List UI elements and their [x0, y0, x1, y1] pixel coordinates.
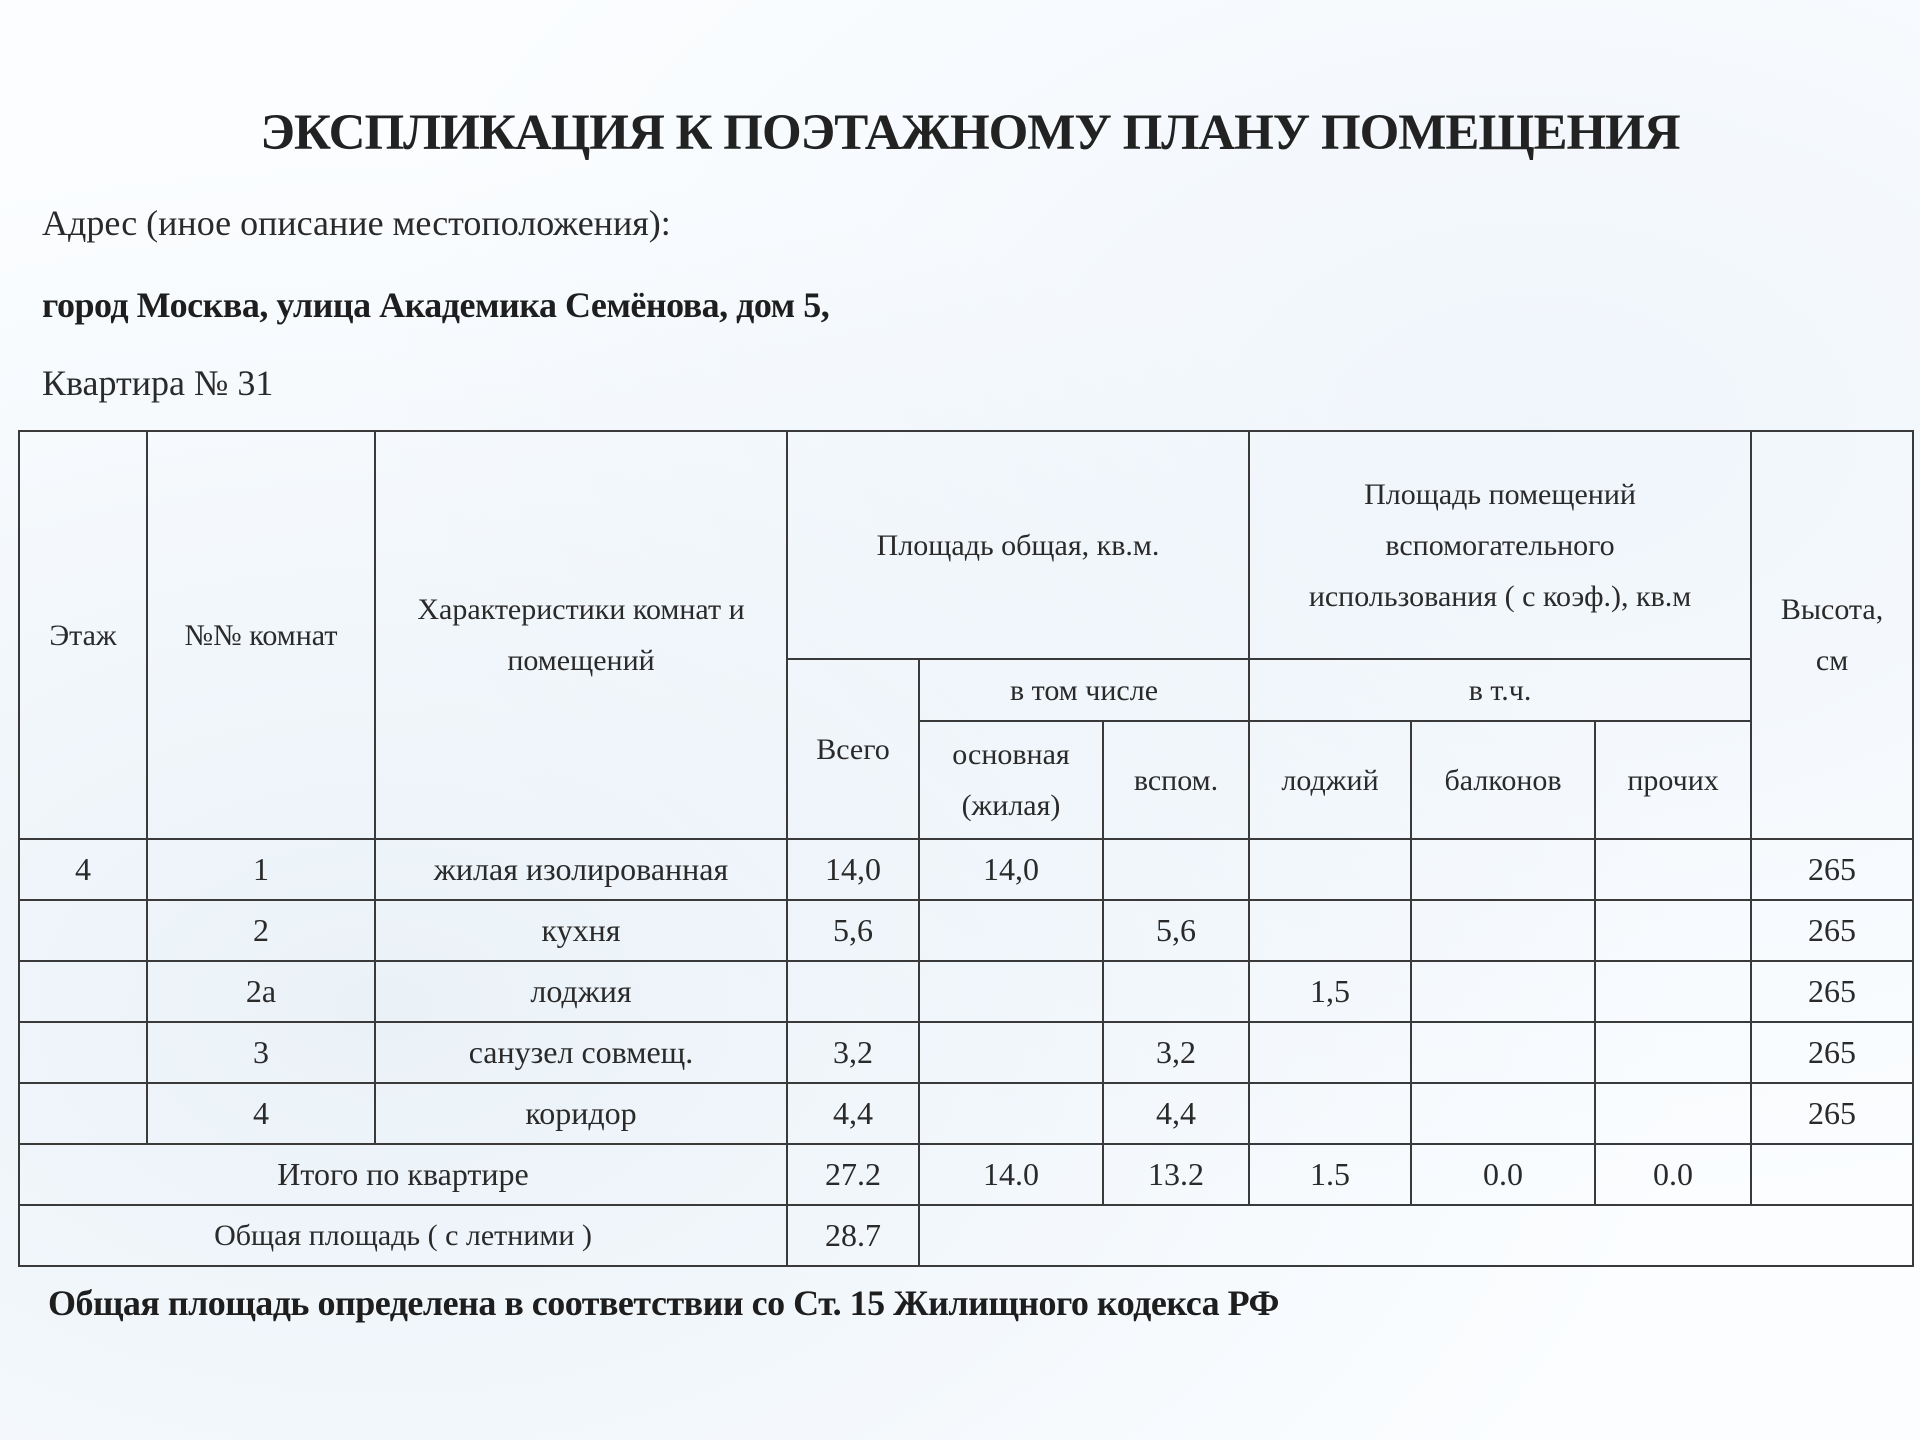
header-height: Высота, см: [1751, 431, 1913, 839]
total-with-summer-value: 28.7: [787, 1205, 919, 1266]
cell-total: 5,6: [787, 900, 919, 961]
explication-table: [18, 430, 1914, 1267]
total-with-summer-row: [19, 1205, 1913, 1266]
cell-other: [1595, 1083, 1751, 1144]
cell-loggia: [1249, 900, 1411, 961]
cell-aux: [1103, 839, 1249, 900]
header-all: Всего: [787, 659, 919, 839]
totals-height: [1751, 1144, 1913, 1205]
cell-name: кухня: [375, 900, 787, 961]
totals-loggia: 1.5: [1249, 1144, 1411, 1205]
totals-label: Итого по квартире: [19, 1144, 787, 1205]
header-aux-area: Площадь помещений вспомогательного использования ( с коэф.), кв.м: [1249, 431, 1751, 659]
cell-loggia: [1249, 839, 1411, 900]
cell-balcony: [1411, 900, 1595, 961]
table-row: [19, 1022, 1913, 1083]
total-with-summer-empty: [919, 1205, 1913, 1266]
apartment-number: Квартира № 31: [42, 363, 274, 403]
totals-other: 0.0: [1595, 1144, 1751, 1205]
cell-loggia: 1,5: [1249, 961, 1411, 1022]
cell-balcony: [1411, 839, 1595, 900]
header-total-area: Площадь общая, кв.м.: [787, 431, 1249, 659]
totals-balcony: 0.0: [1411, 1144, 1595, 1205]
cell-floor: [19, 1022, 147, 1083]
cell-total: [787, 961, 919, 1022]
cell-main: [919, 961, 1103, 1022]
cell-total: 4,4: [787, 1083, 919, 1144]
header-including-short: в т.ч.: [1249, 659, 1751, 721]
footnote: Общая площадь определена в соответствии со Ст. 15 Жилищного кодекса РФ: [48, 1283, 1279, 1323]
cell-height: 265: [1751, 839, 1913, 900]
cell-main: [919, 1083, 1103, 1144]
header-characteristics: Характеристики комнат и помещений: [375, 431, 787, 839]
cell-aux: 3,2: [1103, 1022, 1249, 1083]
totals-row: [19, 1144, 1913, 1205]
cell-floor: 4: [19, 839, 147, 900]
totals-main: 14.0: [919, 1144, 1103, 1205]
cell-main: [919, 1022, 1103, 1083]
cell-balcony: [1411, 961, 1595, 1022]
table-row: [19, 1083, 1913, 1144]
cell-total: 3,2: [787, 1022, 919, 1083]
header-including: в том числе: [919, 659, 1249, 721]
cell-other: [1595, 961, 1751, 1022]
cell-other: [1595, 900, 1751, 961]
table-row: [19, 839, 1913, 900]
header-main-living: основная (жилая): [919, 721, 1103, 839]
document-title: ЭКСПЛИКАЦИЯ К ПОЭТАЖНОМУ ПЛАНУ ПОМЕЩЕНИЯ: [260, 105, 1680, 161]
cell-height: 265: [1751, 900, 1913, 961]
cell-room: 2: [147, 900, 375, 961]
cell-name: санузел совмещ.: [375, 1022, 787, 1083]
cell-other: [1595, 1022, 1751, 1083]
cell-floor: [19, 1083, 147, 1144]
cell-name: коридор: [375, 1083, 787, 1144]
cell-other: [1595, 839, 1751, 900]
cell-balcony: [1411, 1083, 1595, 1144]
cell-aux: 4,4: [1103, 1083, 1249, 1144]
totals-aux: 13.2: [1103, 1144, 1249, 1205]
header-aux: вспом.: [1103, 721, 1249, 839]
cell-floor: [19, 900, 147, 961]
cell-loggia: [1249, 1083, 1411, 1144]
cell-room: 2а: [147, 961, 375, 1022]
address-value: город Москва, улица Академика Семёнова, дом 5,: [42, 285, 830, 325]
total-with-summer-label: Общая площадь ( с летними ): [19, 1205, 787, 1266]
cell-room: 3: [147, 1022, 375, 1083]
cell-balcony: [1411, 1022, 1595, 1083]
cell-name: лоджия: [375, 961, 787, 1022]
cell-room: 1: [147, 839, 375, 900]
header-floor: Этаж: [19, 431, 147, 839]
cell-aux: 5,6: [1103, 900, 1249, 961]
header-loggias: лоджий: [1249, 721, 1411, 839]
table-row: [19, 900, 1913, 961]
cell-name: жилая изолированная: [375, 839, 787, 900]
cell-aux: [1103, 961, 1249, 1022]
header-other: прочих: [1595, 721, 1751, 839]
totals-total: 27.2: [787, 1144, 919, 1205]
cell-main: [919, 900, 1103, 961]
cell-height: 265: [1751, 1022, 1913, 1083]
cell-total: 14,0: [787, 839, 919, 900]
header-rooms: №№ комнат: [147, 431, 375, 839]
cell-room: 4: [147, 1083, 375, 1144]
header-balconies: балконов: [1411, 721, 1595, 839]
cell-height: 265: [1751, 1083, 1913, 1144]
cell-height: 265: [1751, 961, 1913, 1022]
cell-main: 14,0: [919, 839, 1103, 900]
table-row: [19, 961, 1913, 1022]
table-header-row: [19, 431, 1913, 659]
cell-loggia: [1249, 1022, 1411, 1083]
cell-floor: [19, 961, 147, 1022]
address-label: Адрес (иное описание местоположения):: [42, 203, 671, 243]
